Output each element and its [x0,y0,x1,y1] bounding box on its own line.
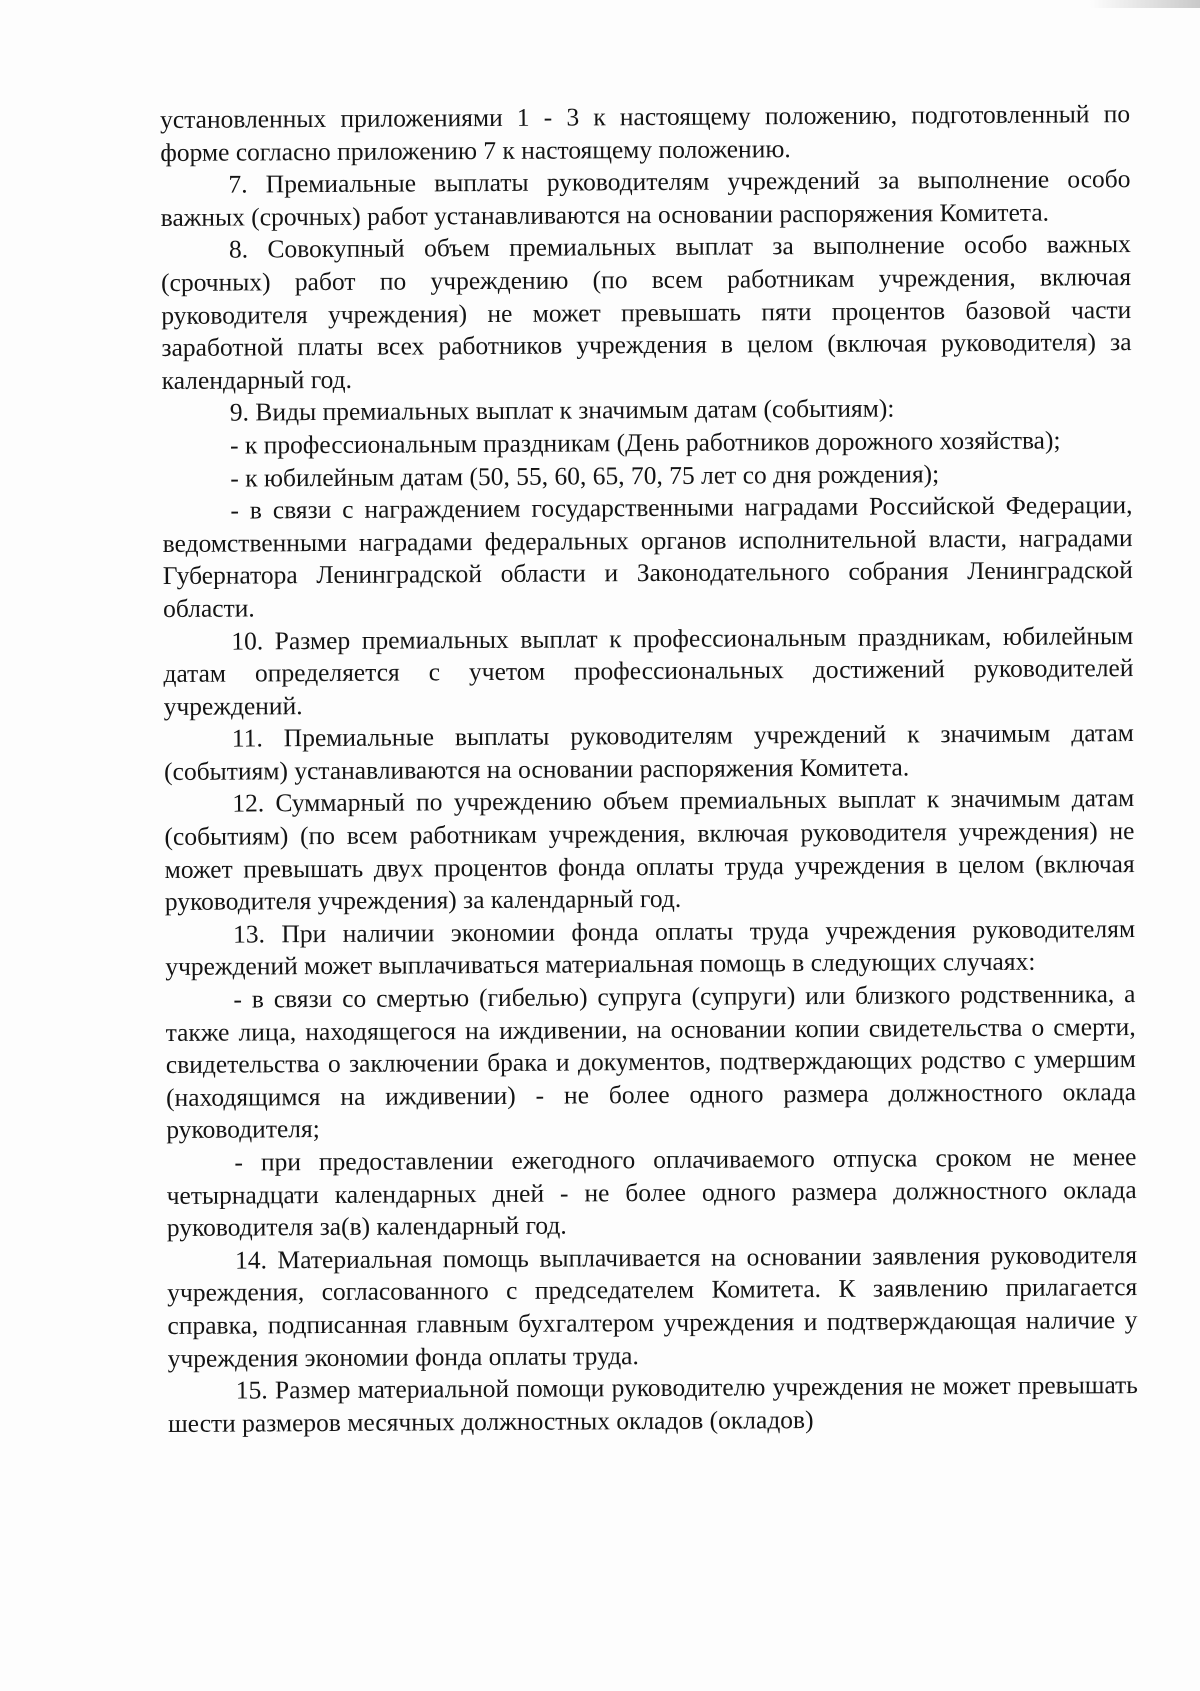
list-item-annual-leave: - при предоставлении ежегодного оплачиваемого отпуска сроком не менее четырнадцати календарных дней - не более одного размера должностного оклада руководителя за(в) календарный год. [166,1142,1137,1243]
paragraph-intro: установленных приложениями 1 - 3 к настоящему положению, подготовленный по форме согласно приложению 7 к настоящему положению. [160,99,1131,167]
paragraph-7: 7. Премиальные выплаты руководителям учреждений за выполнение особо важных (срочных) работ устанавливаются на основании распоряжения Комитета. [160,164,1131,232]
paragraph-11: 11. Премиальные выплаты руководителям учреждений к значимым датам (событиям) устанавливаются на основании распоряжения Комитета. [163,718,1134,786]
list-item-professional-holidays: - к профессиональным праздникам (День работников дорожного хозяйства); [229,425,1061,460]
paragraph-9: 9. Виды премиальных выплат к значимым датам (событиям): [229,393,895,427]
paragraph-14: 14. Материальная помощь выплачивается на основании заявления руководителя учреждения, согласованного с председателем Комитета. К заявлению прилагается справка, подписанная главным бухгалтером учреждения и подтверждающая наличие у учреждения экономии фонда оплаты труда. [167,1239,1138,1373]
scan-edge-shadow [1090,0,1200,8]
paragraph-12: 12. Суммарный по учреждению объем премиальных выплат к значимым датам (событиям) (по всем работникам учреждения, включая руководителя учреждения) не может превышать двух процентов фонда оплаты труда учреждения в целом (включая руководителя учреждения) за календарный год. [164,783,1135,917]
paragraph-8: 8. Совокупный объем премиальных выплат за выполнение особо важных (срочных) работ по учреждению (по всем работникам учреждения, включая руководителя учреждения) не может превышать пяти процентов базовой части заработной платы всех работников учреждения в целом (включая руководителя) за календарный год. [161,229,1132,395]
document-body [160,98,1138,1440]
list-item-anniversaries: - к юбилейным датам (50, 55, 60, 65, 70, 75 лет со дня рождения); [230,458,940,493]
list-item-death-of-relative: - в связи со смертью (гибелью) супруга (супруги) или близкого родственника, а также лица, находящегося на иждивении, на основании копии свидетельства о смерти, свидетельства о заключении брака и документов, подтверждающих родство с умершим (находящимся на иждивении) - не более одного размера должностного оклада руководителя; [165,979,1137,1145]
paragraph-10: 10. Размер премиальных выплат к профессиональным праздникам, юбилейным датам определяется с учетом профессиональных достижений руководителей учреждений. [163,620,1134,721]
paragraph-13: 13. При наличии экономии фонда оплаты труда учреждения руководителям учреждений может выплачиваться материальная помощь в следующих случаях: [165,913,1136,982]
list-item-state-awards: - в связи с награждением государственными наградами Российской Федерации, ведомственными наградами федеральных органов исполнительной власти, наградами Губернатора Ленинградской области и Законодательного собрания Ленинградской области. [162,490,1133,623]
paragraph-15: 15. Размер материальной помощи руководителю учреждения не может превышать шести размеров месячных должностных окладов (окладов) [167,1370,1138,1438]
